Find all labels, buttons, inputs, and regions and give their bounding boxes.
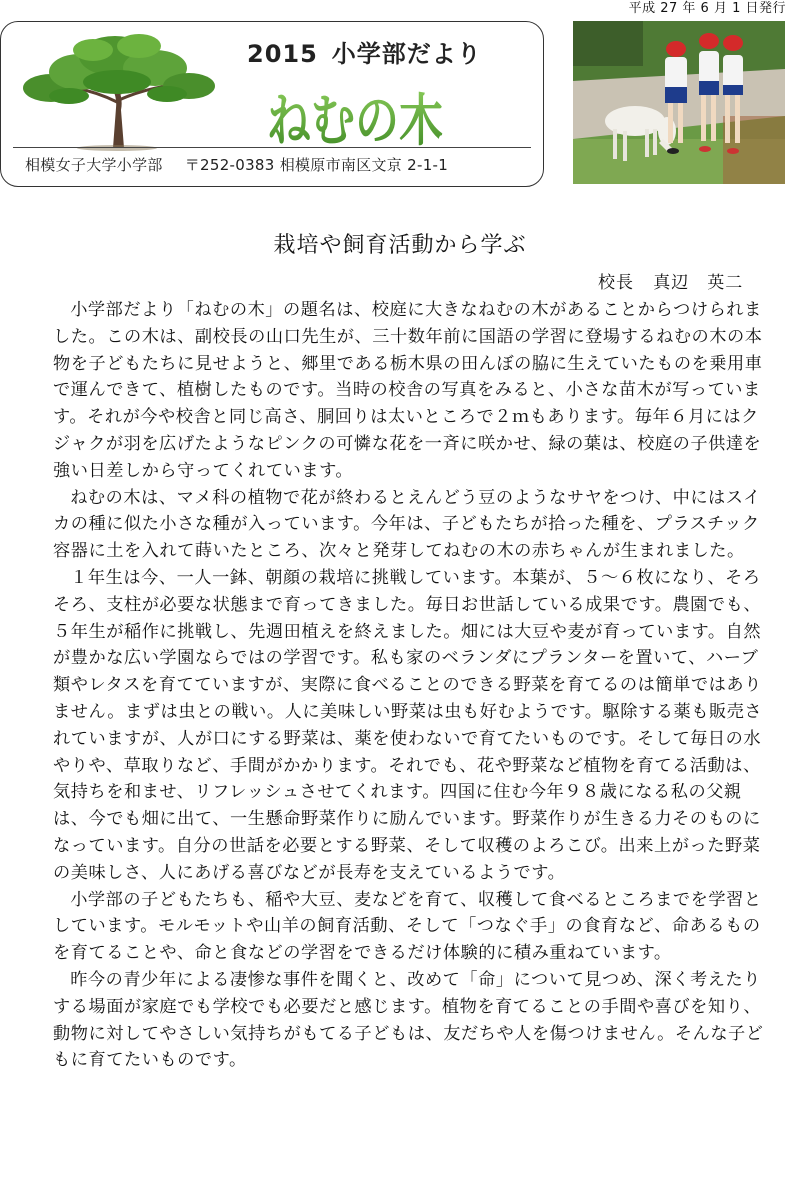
nemunoki-tree-illustration — [17, 30, 219, 150]
masthead-divider — [13, 147, 531, 148]
school-name: 相模女子大学小学部 — [25, 156, 163, 174]
issue-date: 平成 27 年 6 月 1 日発行 — [628, 1, 786, 16]
school-info — [25, 154, 448, 175]
header-year: 2015 — [247, 40, 318, 68]
newsletter-name-logo — [263, 74, 463, 158]
newsletter-header — [247, 34, 482, 69]
article-title: 栽培や飼育活動から学ぶ — [273, 233, 527, 258]
masthead — [0, 21, 544, 187]
article-paragraph: 昨今の青少年による凄惨な事件を聞くと、改めて「命」について見つめ、深く考えたりする場面が家庭でも学校でも必要だと感じます。植物を育てることの手間や喜びを知り、動物に対してやさしい気持ちがもてる子どもは、友だちや人を傷つけません。そんな子どもに育てたいものです。 — [53, 969, 764, 1071]
article-paragraph: 小学部だより「ねむの木」の題名は、校庭に大きなねむの木があることからつけられました。この木は、副校長の山口先生が、三十数年前に国語の学習に登場するねむの木の本物を子どもたちに見せようと、郷里である栃木県の田んぼの脇に生えていたものを乗用車で運んできて、植樹したものです。当時の校舎の写真をみると、小さな苗木が写っています。それが今や校舎と同じ高さ、胴回りは太いところで２ｍもあります。毎年６月にはクジャクが羽を広げたようなピンクの可憐な花を一斉に咲かせ、緑の葉は、校庭の子供達を強い日差しから守ってくれています。 — [53, 300, 763, 481]
article-byline — [598, 268, 743, 293]
header-title: 小学部だより — [331, 40, 482, 68]
goat-and-children-photo — [573, 21, 785, 184]
article-body — [53, 297, 775, 1074]
byline-name: 真辺 英二 — [653, 273, 744, 293]
school-address: 〒252-0383 相模原市南区文京 2-1-1 — [184, 156, 449, 174]
article-paragraph: 小学部の子どもたちも、稲や大豆、麦などを育て、収穫して食べるところまでを学習としています。モルモットや山羊の飼育活動、そして「つなぐ手」の食育など、命あるものを育てることや、命と食などの学習をできるだけ体験的に積み重ねています。 — [53, 889, 762, 964]
byline-role: 校長 — [598, 273, 634, 293]
article-paragraph: ねむの木は、マメ科の植物で花が終わるとえんどう豆のようなサヤをつけ、中にはスイカの種に似た小さな種が入っています。今年は、子どもたちが拾った種を、プラスチック容器に土を入れて蒔いたところ、次々と発芽してねむの木の赤ちゃんが生まれました。 — [53, 487, 761, 562]
newsletter-name-text: ねむの木 — [267, 89, 443, 154]
article-paragraph: １年生は今、一人一鉢、朝顔の栽培に挑戦しています。本葉が、５～６枚になり、そろそろ、支柱が必要な状態まで育ってきました。毎日お世話している成果です。農園でも、５年生が稲作に挑戦し、先週田植えを終えました。畑には大豆や麦が育っています。自然が豊かな広い学園ならではの学習です。私も家のベランダにプランターを置いて、ハーブ類やレタスを育てていますが、実際に食べることのできる野菜を育てるのは簡単ではありません。まずは虫との戦い。人に美味しい野菜は虫も好むようです。駆除する薬も販売されていますが、人が口にする野菜は、薬を使わないで育てたいものです。そして毎日の水やりや、草取りなど、手間がかかります。それでも、花や野菜など植物を育てる活動は、気持ちを和ませ、リフレッシュさせてくれます。四国に住む今年９８歳になる私の父親は、今でも畑に出て、一生懸命野菜作りに励んでいます。野菜作りが生きる力そのものになっています。自分の世話を必要とする野菜、そして収穫のよろこび。出来上がった野菜の美味しさ、人にあげる喜びなどが長寿を支えているようです。 — [53, 567, 763, 883]
